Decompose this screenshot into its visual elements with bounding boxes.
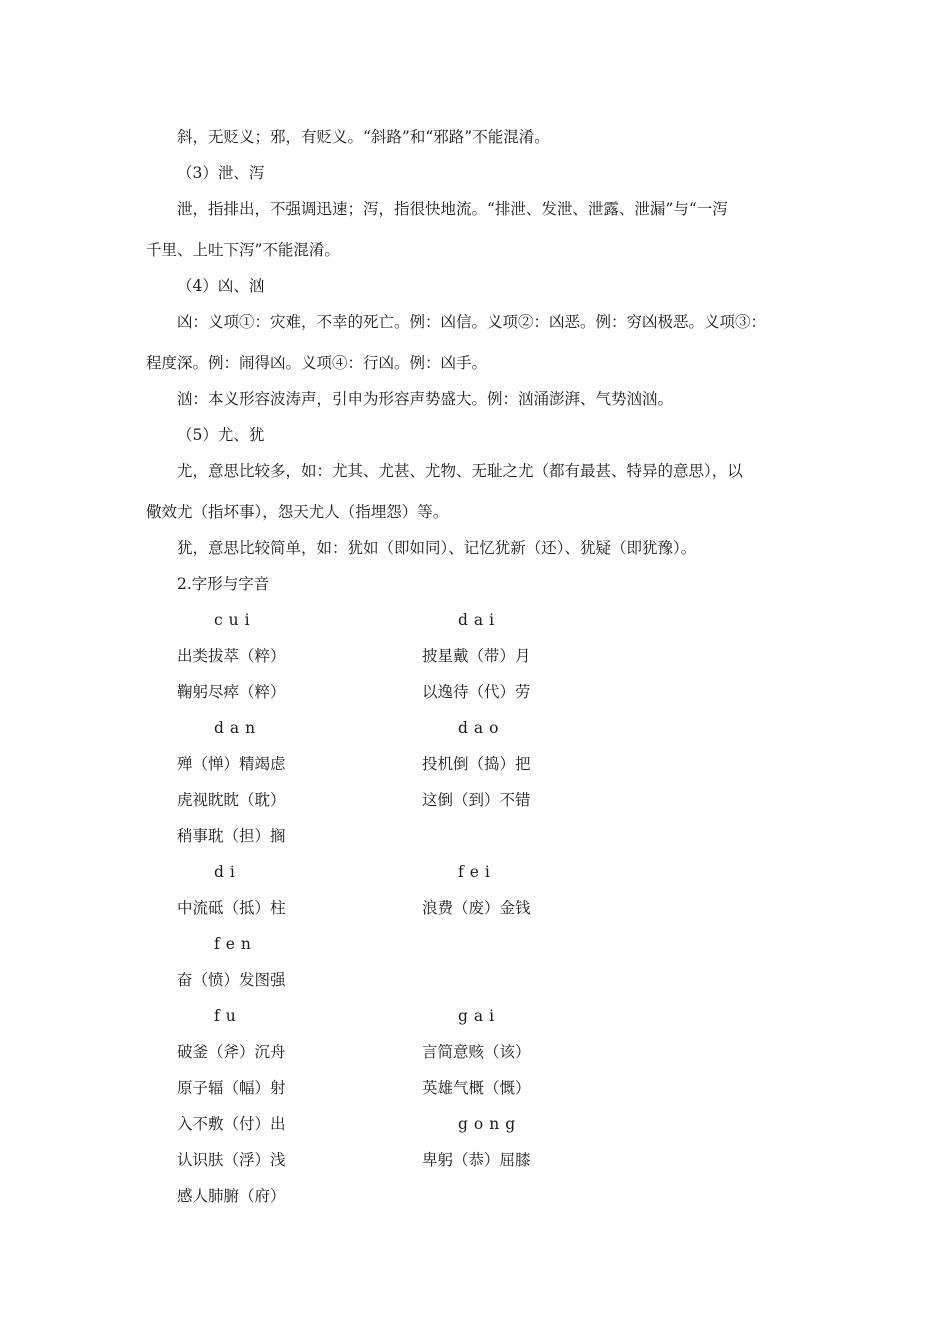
pinyin-cui: cui: [214, 611, 256, 629]
entry-fu-2: 原子辐（幅）射: [177, 1079, 286, 1097]
entry-dan-2: 虎视眈眈（耽）: [177, 791, 286, 809]
entry-fu-4: 认识肤（浮）浅: [177, 1151, 286, 1169]
paragraph-you-line2: 儆效尤（指坏事），怨天尤人（指埋怨）等。: [146, 503, 449, 521]
entry-cui-2: 鞠躬尽瘁（粹）: [177, 683, 286, 701]
paragraph-xie-line1: 泄，指排出，不强调迅速；泻，指很快地流。“排泄、发泄、泄露、泄漏”与“一泻: [177, 200, 728, 218]
pinyin-gong: gong: [458, 1115, 522, 1133]
entry-fen-1: 奋（愤）发图强: [177, 971, 286, 989]
entry-fu-1: 破釜（斧）沉舟: [177, 1043, 286, 1061]
entry-cui-1: 出类拔萃（粹）: [177, 647, 286, 665]
entry-dai-1: 披星戴（带）月: [422, 647, 531, 665]
entry-fu-3: 入不敷（付）出: [177, 1115, 286, 1133]
paragraph-xie-line2: 千里、上吐下泻”不能混淆。: [146, 241, 340, 259]
paragraph-you2: 犹，意思比较简单，如：犹如（即如同）、记忆犹新（还）、犹疑（即犹豫）。: [177, 539, 697, 557]
entry-di-1: 中流砥（抵）柱: [177, 899, 286, 917]
entry-fei-1: 浪费（废）金钱: [422, 899, 531, 917]
pinyin-dai: dai: [458, 611, 501, 629]
heading-5: （5）尤、犹: [177, 426, 265, 444]
heading-4: （4）凶、汹: [177, 277, 265, 295]
paragraph-you-line1: 尤，意思比较多，如：尤其、尤甚、尤物、无耻之尤（都有最甚、特异的意思），以: [177, 462, 743, 480]
entry-dan-1: 殚（惮）精竭虑: [177, 755, 286, 773]
entry-fu-5: 感人肺腑（府）: [177, 1187, 286, 1205]
paragraph-xiong-line2: 程度深。例：闹得凶。义项④：行凶。例：凶手。: [146, 354, 488, 372]
entry-dai-2: 以逸待（代）劳: [422, 683, 531, 701]
paragraph-xie-xie: 斜，无贬义；邪，有贬义。“斜路”和“邪路”不能混淆。: [177, 128, 550, 146]
section-heading-2: 2.字形与字音: [177, 575, 270, 593]
entry-gai-1: 言简意赅（该）: [422, 1043, 531, 1061]
pinyin-fu: fu: [214, 1007, 242, 1025]
heading-3: （3）泄、泻: [177, 164, 265, 182]
entry-gai-2: 英雄气概（慨）: [422, 1079, 531, 1097]
pinyin-fei: fei: [458, 863, 496, 881]
pinyin-dao: dao: [458, 719, 505, 737]
pinyin-di: di: [214, 863, 241, 881]
entry-gong-1: 卑躬（恭）屈膝: [422, 1151, 531, 1169]
pinyin-fen: fen: [214, 935, 257, 953]
pinyin-dan: dan: [214, 719, 262, 737]
entry-dan-3: 稍事耽（担）搁: [177, 827, 286, 845]
pinyin-gai: gai: [458, 1007, 501, 1025]
paragraph-xiong-line1: 凶：义项①：灾难，不幸的死亡。例：凶信。义项②：凶恶。例：穷凶极恶。义项③：: [177, 313, 767, 331]
entry-dao-1: 投机倒（捣）把: [422, 755, 531, 773]
entry-dao-2: 这倒（到）不错: [422, 791, 531, 809]
paragraph-xiong2: 汹：本义形容波涛声，引申为形容声势盛大。例：汹涌澎湃、气势汹汹。: [177, 390, 674, 408]
